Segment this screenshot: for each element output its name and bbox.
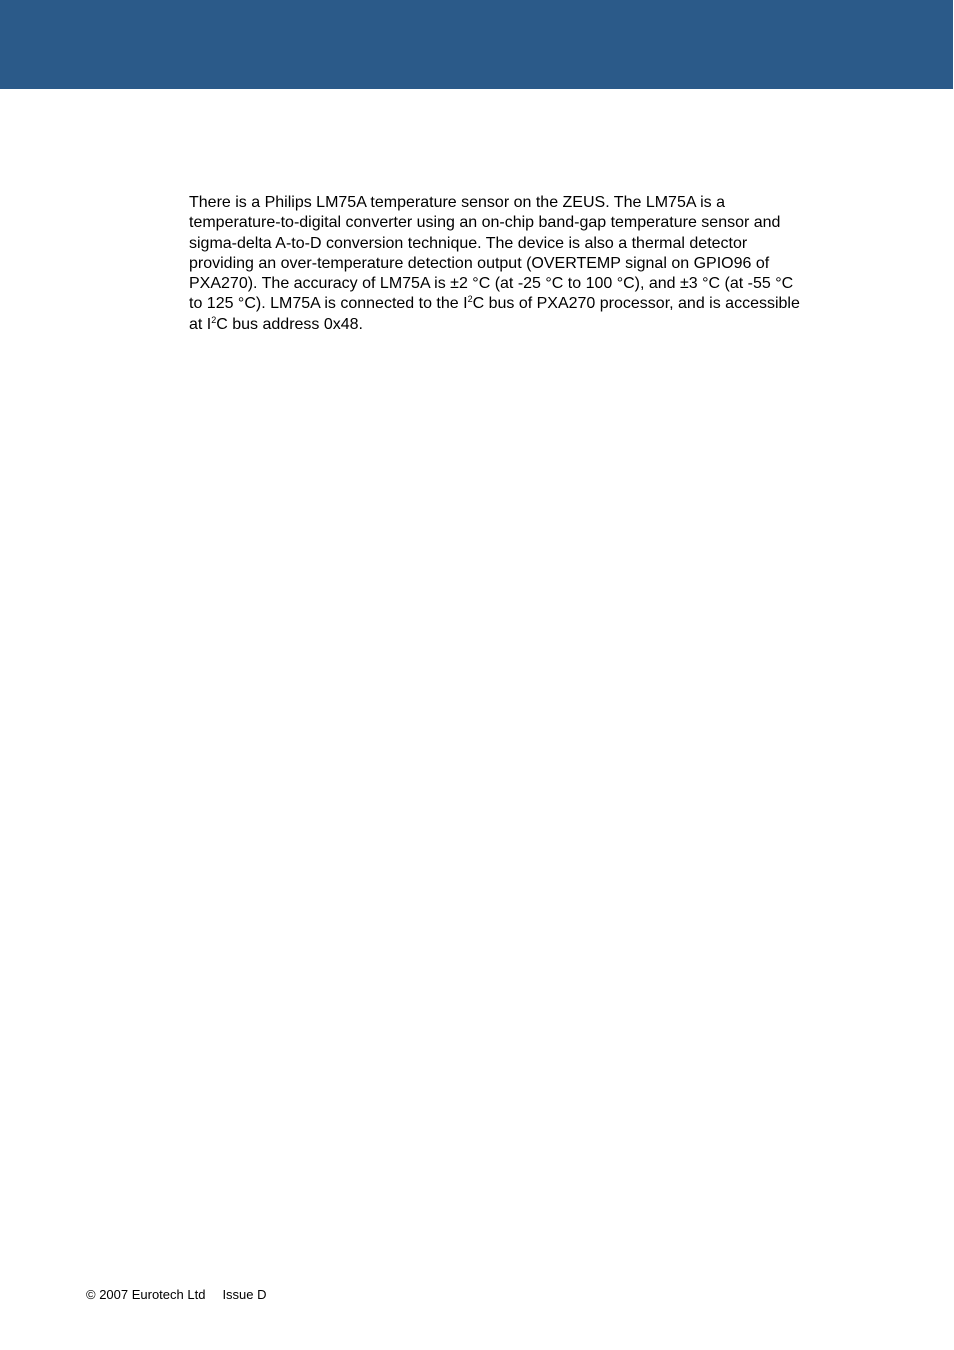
body-paragraph: [189, 193, 869, 335]
footer-copyright: © 2007 Eurotech Ltd: [86, 1287, 206, 1302]
line-text: at I: [189, 315, 212, 333]
line-text: C bus address 0x48.: [216, 315, 363, 333]
superscript: 2: [467, 294, 473, 305]
paragraph-line: temperature-to-digital converter using an on-chip band-gap temperature sensor and: [189, 214, 781, 232]
line-text: to 125 °C). LM75A is connected to the I: [189, 295, 468, 313]
paragraph-line: [189, 294, 869, 314]
paragraph-line: [189, 315, 869, 335]
paragraph-line: providing an over-temperature detection output (OVERTEMP signal on GPIO96 of: [189, 254, 770, 272]
paragraph-line: sigma-delta A-to-D conversion technique. The device is also a thermal detector: [189, 234, 748, 252]
paragraph-line: PXA270). The accuracy of LM75A is ±2 °C (at -25 °C to 100 °C), and ±3 °C (at -55 °C: [189, 275, 794, 293]
superscript: 2: [211, 314, 217, 325]
page-footer: [86, 1287, 267, 1303]
footer-issue: Issue D: [222, 1287, 267, 1302]
line-text: C bus of PXA270 processor, and is accessible: [472, 295, 800, 313]
header-band: [0, 0, 953, 89]
paragraph-line: There is a Philips LM75A temperature sensor on the ZEUS. The LM75A is a: [189, 194, 725, 211]
